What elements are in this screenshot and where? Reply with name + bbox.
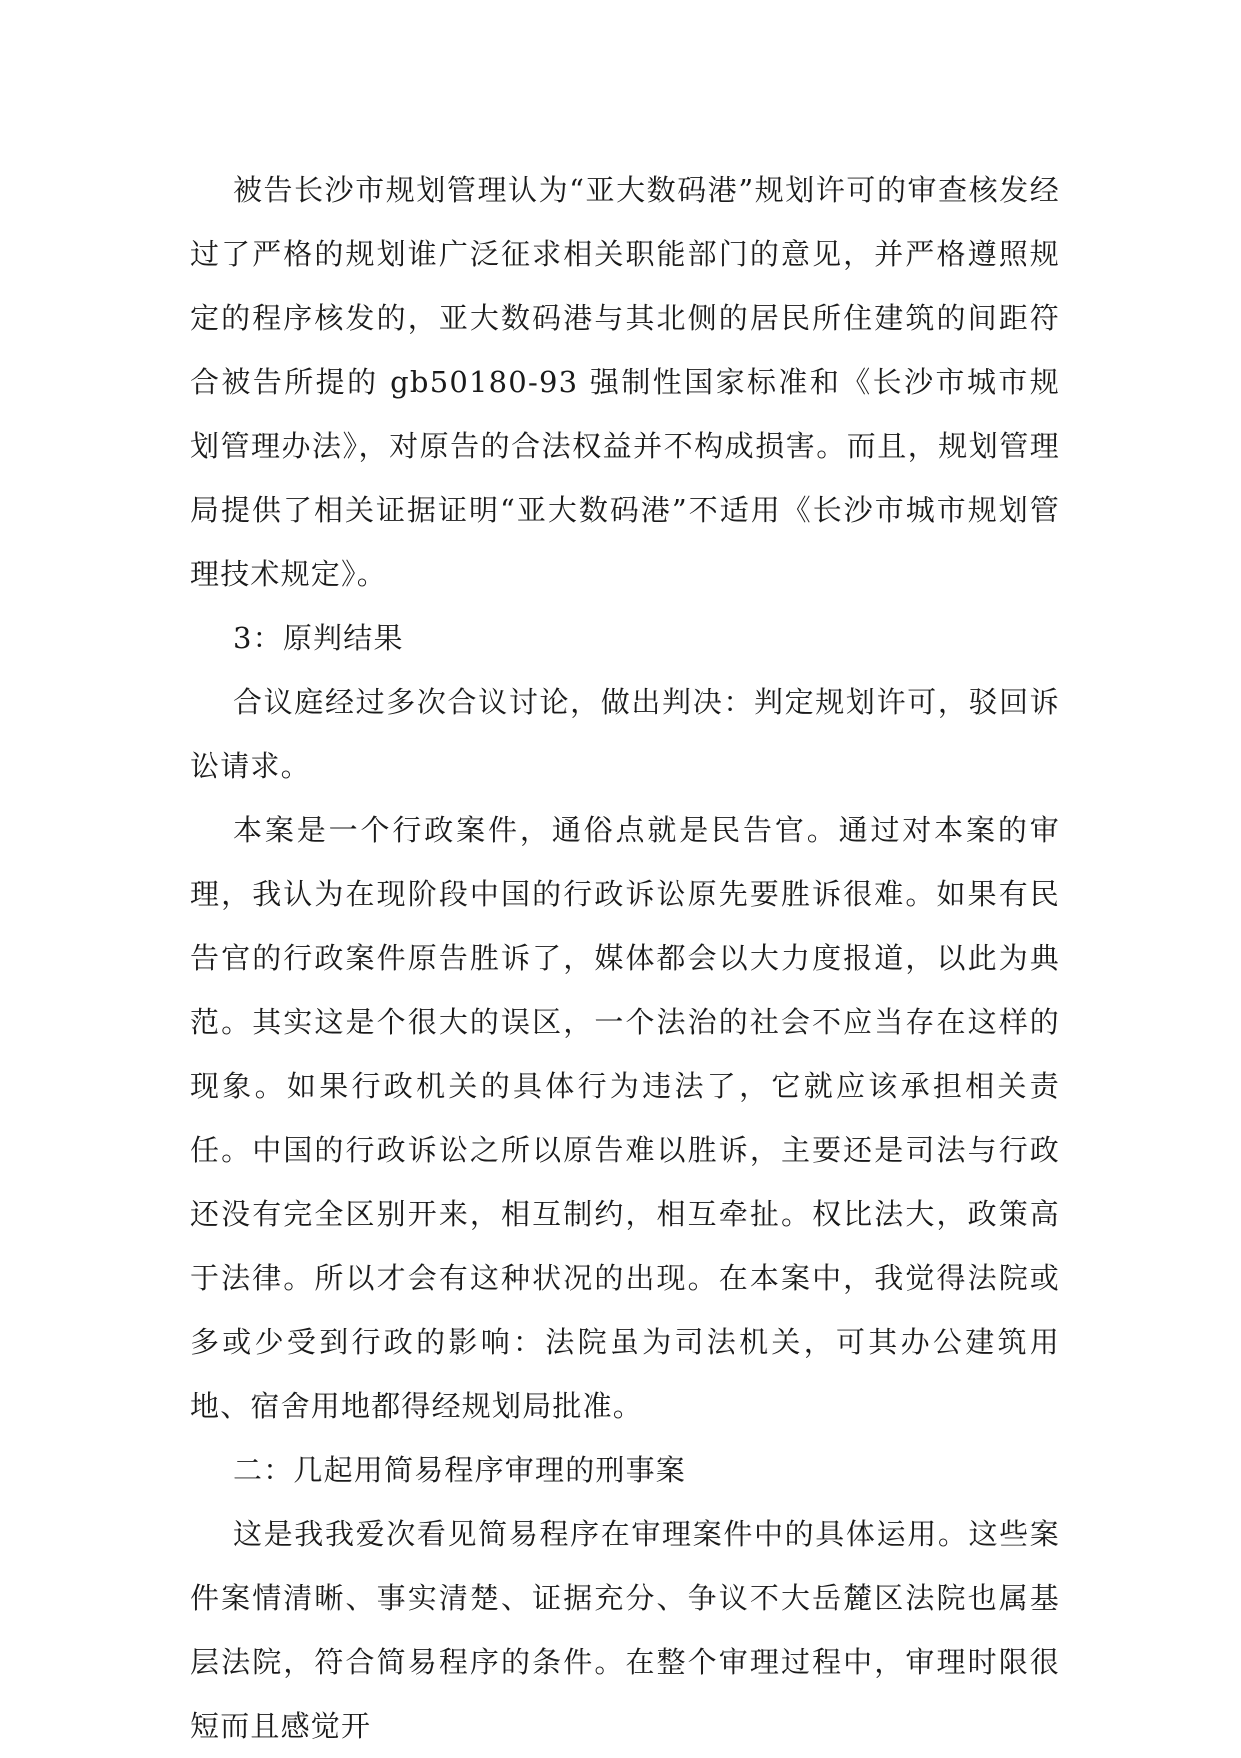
document-body xyxy=(190,158,1060,1758)
section-heading-criminal-cases: 二：几起用简易程序审理的刑事案 xyxy=(233,1453,687,1487)
section-heading-original-judgment: 3：原判结果 xyxy=(233,621,404,655)
paragraph-defendant-argument: 被告长沙市规划管理认为“亚大数码港”规划许可的审查核发经过了严格的规划谁广泛征求相关职能部门的意见，并严格遵照规定的程序核发的，亚大数码港与其北侧的居民所住建筑的间距符合被告所提的 gb50180-93 强制性国家标准和《长沙市城市规划管理办法》，对原告的合法权益并不构成损害。而且，规划管理局提供了相关证据证明“亚大数码港”不适用《长沙市城市规划管理技术规定》。 xyxy=(190,173,1060,591)
paragraph-judgment: 合议庭经过多次合议讨论，做出判决：判定规划许可，驳回诉讼请求。 xyxy=(190,685,1060,783)
paragraph-simplified-procedure: 这是我我爱次看见简易程序在审理案件中的具体运用。这些案件案情清晰、事实清楚、证据充分、争议不大岳麓区法院也属基层法院，符合简易程序的条件。在整个审理过程中，审理时限很短而且感觉开 xyxy=(190,1517,1060,1743)
paragraph-case-analysis: 本案是一个行政案件，通俗点就是民告官。通过对本案的审理，我认为在现阶段中国的行政诉讼原先要胜诉很难。如果有民告官的行政案件原告胜诉了，媒体都会以大力度报道，以此为典范。其实这是个很大的误区，一个法治的社会不应当存在这样的现象。如果行政机关的具体行为违法了，它就应该承担相关责任。中国的行政诉讼之所以原告难以胜诉，主要还是司法与行政还没有完全区别开来，相互制约，相互牵扯。权比法大，政策高于法律。所以才会有这种状况的出现。在本案中，我觉得法院或多或少受到行政的影响：法院虽为司法机关，可其办公建筑用地、宿舍用地都得经规划局批准。 xyxy=(190,813,1060,1423)
